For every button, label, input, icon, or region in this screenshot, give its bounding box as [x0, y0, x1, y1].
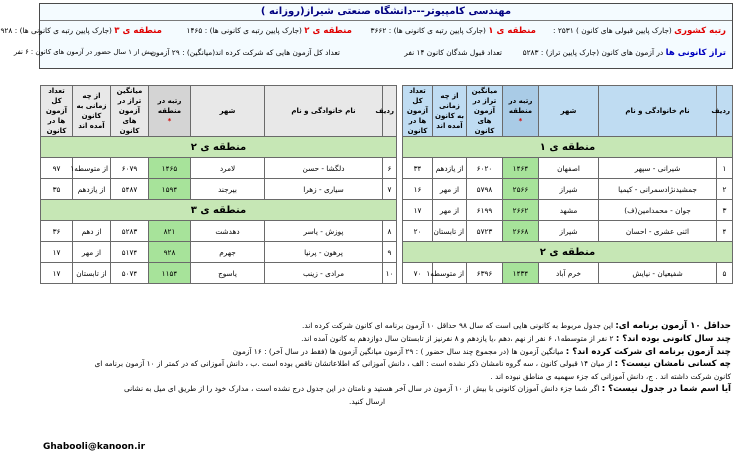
national-rank-info: رتبه کشوری (جارک پایین قبولی های کانون ) ۲۵۳۱ : [552, 26, 726, 36]
table-row: ۶ دلگشا - حسن لامرد ۱۴۶۵ ۶۰۷۹ از متوسطه۱ ۹۷ [41, 158, 397, 179]
left-results-table [40, 85, 397, 284]
contact-email[interactable]: Ghabooli@kanoon.ir [43, 442, 146, 452]
note-not-listed: آیا اسم شما در جدول نیست؟ : اگر شما جزء دانش آموزان کانونی با بیش از ۱۰ آزمون در سال آخر هستید و نامتان در این جدول درج نشده است ، مدارک خود را از طریق ای میل به نشانی [123, 383, 731, 394]
col-count: تعداد کل آزمون ها در کانون [403, 86, 433, 137]
col-rank: رتبه در منطقه * [503, 86, 539, 137]
avg-exams-info: تعداد کل آزمون هایی که شرکت کرده اند(میانگین) : ۲۹ آزمون [150, 48, 340, 57]
col-count: تعداد کل آزمون ها در کانون [41, 86, 73, 137]
col-row: ردیف [717, 86, 733, 137]
col-city: شهر [191, 86, 265, 137]
right-results-table [402, 85, 733, 284]
summary-header [0, 3, 733, 69]
table-row: ۱ شیرانی - سپهر اصفهان ۱۴۶۴ ۶۰۲۰ از یازدهم ۳۴ [403, 158, 733, 179]
table-header-row [403, 86, 733, 137]
region1-rank-info: منطقه ی ۱ (جارک پایین رتبه ی کانونی ها) : ۳۶۶۲ [370, 26, 536, 36]
note-missing-cont: کانون شرکت داشته اند . ج، دانش آموزانی که جزء سهمیه ی مناطق نبوده اند . [490, 372, 731, 382]
notes-section [45, 320, 731, 408]
accepted-count-info: تعداد قبول شدگان کانون ۱۴ نفر [404, 48, 502, 57]
col-row: ردیف [383, 86, 397, 137]
table-row: ۱۰ مرادی - زینب یاسوج ۱۱۵۴ ۵۰۷۴ از تابستان ۱۷ [41, 263, 397, 284]
col-name: نام خانوادگی و نام [265, 86, 383, 137]
page-title: مهندسی کامپیوتر---دانشگاه صنعتی شیراز(روزانه ) [40, 4, 732, 21]
table-row: ۹ پرهون - پرنیا جهرم ۹۲۸ ۵۱۷۴ از مهر ۱۷ [41, 242, 397, 263]
table-row: ۷ سیاری - زهرا بیرجند ۱۵۹۴ ۵۴۸۷ از یازدهم ۳۵ [41, 179, 397, 200]
table-row: ۲ جمشیدنژادسمرانی - کیمیا شیراز ۲۵۶۶ ۵۷۹۸ از مهر ۱۶ [403, 179, 733, 200]
region3-rank-info: منطقه ی ۳ (جارک پایین رتبه ی کانونی ها) : ۹۲۸ [0, 26, 162, 36]
table-row: ۳ جوان - محمدامین(ف) مشهد ۲۶۶۲ ۶۱۹۹ از مهر ۱۷ [403, 200, 733, 221]
col-since: از چه زمانی به کانون آمده اند [73, 86, 111, 137]
table-row: ۵ شفیعیان - نیایش خرم آباد ۱۴۳۴ ۶۳۹۶ از متوسطه۱ ۷۰ [403, 263, 733, 284]
table-row: ۴ اثنی عشری - احسان شیراز ۲۶۶۸ ۵۷۲۳ از تابستان ۲۰ [403, 221, 733, 242]
col-city: شهر [539, 86, 599, 137]
region-row: منطقه ی ۲ [403, 242, 733, 263]
col-avg: میانگین تراز در آزمون های کانون [467, 86, 503, 137]
multi-year-info: بیش از ۱ سال حضور در آزمون های کانون : ۶ نفر [13, 48, 154, 56]
note-missing: چه کسانی نامشان نیست؟ : از میان ۱۴ قبولی کانون ، سه گروه نامشان ذکر نشده است : الف ، دانش آموزانی که اطلاعاتشان ناقص بوده است .ب ، دانش آموزانی که در کمتر از ۱۰ آزمون برنامه ای [94, 359, 731, 370]
col-avg: میانگین تراز در آزمون های کانون [111, 86, 149, 137]
region-row: منطقه ی ۳ [41, 200, 397, 221]
table-header-row [41, 86, 397, 137]
region-row: منطقه ی ۲ [41, 137, 397, 158]
note-not-listed-cont: ارسال کنید. [349, 396, 385, 406]
note-exam-count: چند آزمون برنامه ای شرکت کرده اند؟ : میانگین آزمون ها (در مجموع چند سال حضور ) : ۲۹ آزمون میانگین آزمون ها (فقط در سال آخر) : ۱۶ آزمون [232, 346, 731, 357]
table-row: ۸ پوزش - یاسر دهدشت ۸۲۱ ۵۲۸۳ از دهم ۳۶ [41, 221, 397, 242]
col-name: نام خانوادگی و نام [599, 86, 717, 137]
note-years: چند سال کانونی بوده اند؟ : ۲ نفر از متوسطه۱، ۶ نفر از نهم ،دهم ،یا یازدهم و ۸ نفرنیز از تابستان سال دوازدهم به کانون آمده اند. [301, 333, 731, 344]
col-since: از چه زمانی به کانون آمده اند [433, 86, 467, 137]
col-rank: رتبه در منطقه * [149, 86, 191, 137]
region-row: منطقه ی ۱ [403, 137, 733, 158]
note-min-exams: حداقل ۱۰ آزمون برنامه ای: این جدول مربوط به کانونی هایی است که سال ۹۸ حداقل ۱۰ آزمون برنامه ای کانون شرکت کرده اند. [301, 321, 731, 331]
region2-rank-info: منطقه ی ۲ (جارک پایین رتبه ی کانونی ها) : ۱۴۶۵ [186, 26, 352, 36]
kanoon-score-info: تراز کانونی ها در آزمون های کانون (جارک پایین تراز) : ۵۲۸۳ [522, 48, 726, 58]
